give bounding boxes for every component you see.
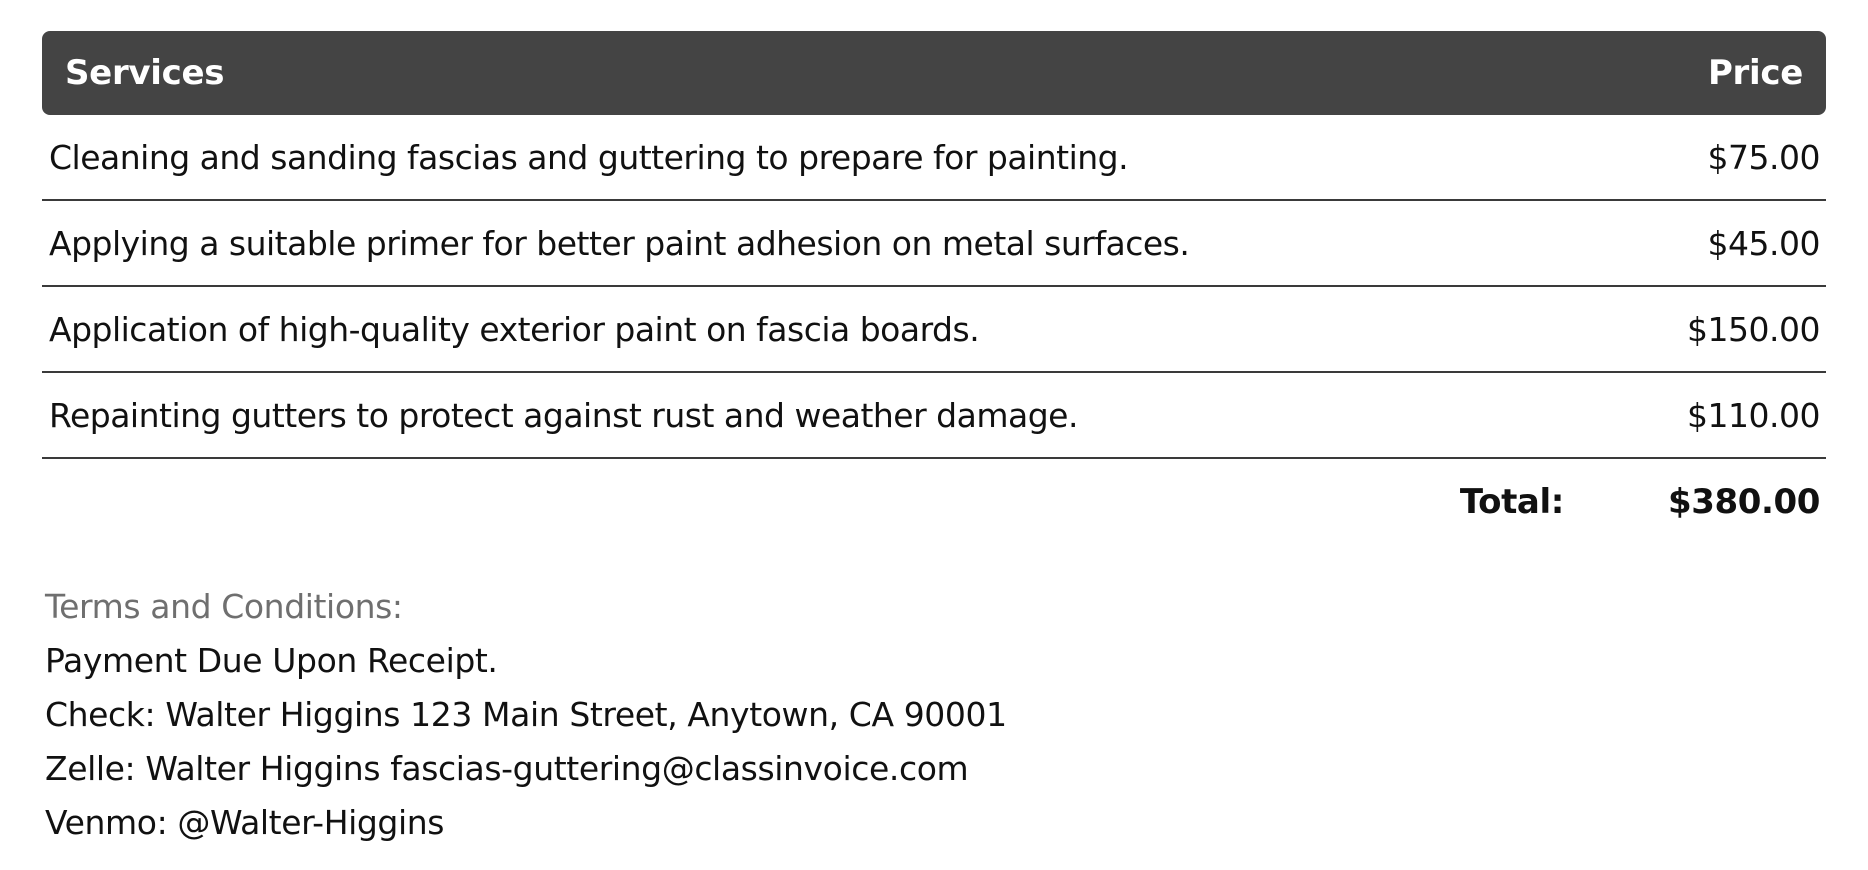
service-price: $45.00	[1707, 223, 1820, 263]
venmo-payment-line: Venmo: @Walter-Higgins	[45, 803, 445, 842]
table-row	[42, 373, 1826, 459]
total-label: Total:	[1459, 482, 1564, 522]
terms-section	[45, 580, 1007, 850]
price-column-header: Price	[1707, 53, 1803, 93]
service-price: $150.00	[1687, 309, 1820, 349]
terms-title: Terms and Conditions:	[45, 587, 403, 626]
table-header	[42, 31, 1826, 115]
zelle-payment-line: Zelle: Walter Higgins fascias-guttering@classinvoice.com	[45, 749, 969, 788]
total-amount: $380.00	[1667, 482, 1820, 522]
invoice-services-table	[42, 31, 1826, 545]
check-payment-line: Check: Walter Higgins 123 Main Street, Anytown, CA 90001	[45, 695, 1007, 734]
table-row	[42, 287, 1826, 373]
service-price: $110.00	[1687, 395, 1820, 435]
service-description: Cleaning and sanding fascias and guttering to prepare for painting.	[49, 137, 1129, 177]
service-price: $75.00	[1707, 137, 1820, 177]
payment-due-line: Payment Due Upon Receipt.	[45, 641, 498, 680]
service-description: Applying a suitable primer for better paint adhesion on metal surfaces.	[49, 223, 1190, 263]
service-description: Application of high-quality exterior paint on fascia boards.	[49, 309, 980, 349]
total-row	[42, 459, 1826, 545]
table-row	[42, 201, 1826, 287]
services-column-header: Services	[65, 53, 225, 93]
table-row	[42, 115, 1826, 201]
service-description: Repainting gutters to protect against rust and weather damage.	[49, 395, 1078, 435]
